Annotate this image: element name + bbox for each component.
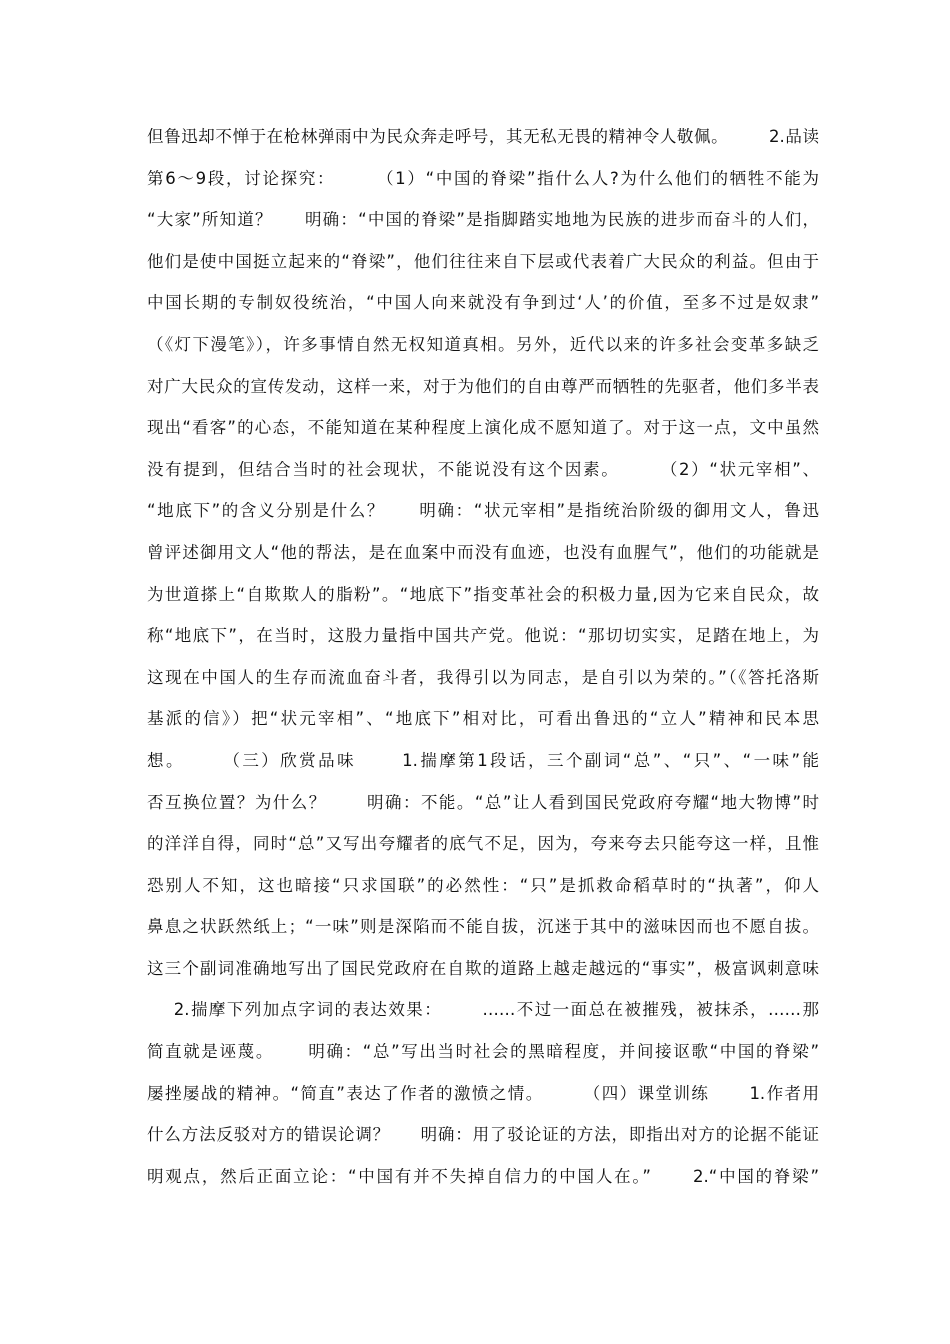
- text-line-21: 这三个副词准确地写出了国民党政府在自欺的道路上越走越远的“事实”，极富讽刺意味: [147, 958, 819, 978]
- text-line-8: 现出“看客”的心态，不能知道在某种程度上演化成不愿知道了。对于这一点，文中虽然: [147, 418, 819, 438]
- text-line-3: “大家”所知道？ 明确：“中国的脊梁”是指脚踏实地地为民族的进步而奋斗的人们，: [147, 210, 819, 230]
- text-line-2: 第6～9段，讨论探究： （1）“中国的脊梁”指什么人?为什么他们的牺牲不能为: [147, 168, 819, 188]
- text-line-24: 屡挫屡战的精神。“简直”表达了作者的激愤之情。 （四）课堂训练 1.作者用: [147, 1083, 819, 1103]
- text-line-10: “地底下”的含义分别是什么？ 明确：“状元宰相”是指统治阶级的御用文人，鲁迅: [147, 501, 819, 521]
- text-line-14: 这现在中国人的生存而流血奋斗者，我得引以为同志，是自引以为荣的。”（《答托洛斯: [147, 667, 819, 687]
- text-line-20: 鼻息之状跃然纸上；“一味”则是深陷而不能自拔，沉迷于其中的滋味因而也不愿自拔。: [147, 917, 819, 937]
- text-line-25: 什么方法反驳对方的错误论调？ 明确：用了驳论证的方法，即指出对方的论据不能证: [147, 1125, 819, 1145]
- text-line-13: 称“地底下”，在当时，这股力量指中国共产党。他说：“那切切实实，足踏在地上，为: [147, 626, 819, 646]
- text-line-23: 简直就是诬蔑。 明确：“总”写出当时社会的黑暗程度，并间接讴歌“中国的脊梁”: [147, 1042, 819, 1062]
- text-line-6: （《灯下漫笔》），许多事情自然无权知道真相。另外，近代以来的许多社会变革多缺乏: [147, 334, 819, 354]
- text-line-22: 2.揣摩下列加点字词的表达效果： ……不过一面总在被摧残，被抹杀，……那: [147, 1000, 819, 1020]
- body-text: [147, 116, 819, 1197]
- text-line-9: 没有提到，但结合当时的社会现状，不能说没有这个因素。 （2）“状元宰相”、: [147, 459, 819, 479]
- text-line-26: 明观点，然后正面立论：“中国有并不失掉自信力的中国人在。” 2.“中国的脊梁”: [147, 1166, 819, 1186]
- text-line-18: 的洋洋自得，同时“总”又写出夸耀者的底气不足，因为，夸来夸去只能夸这一样，且惟: [147, 834, 819, 854]
- text-line-11: 曾评述御用文人“他的帮法，是在血案中而没有血迹，也没有血腥气”，他们的功能就是: [147, 542, 819, 562]
- text-line-1: 但鲁迅却不惮于在枪林弹雨中为民众奔走呼号，其无私无畏的精神令人敬佩。 2.品读: [147, 127, 819, 146]
- text-line-15: 基派的信》）把“状元宰相”、“地底下”相对比，可看出鲁迅的“立人”精神和民本思: [147, 709, 819, 729]
- text-line-12: 为世道搽上“自欺欺人的脂粉”。“地底下”指变革社会的积极力量,因为它来自民众，故: [147, 584, 819, 604]
- text-line-19: 恐别人不知，这也暗接“只求国联”的必然性：“只”是抓救命稻草时的“执著”，仰人: [147, 875, 819, 895]
- text-line-5: 中国长期的专制奴役统治，“中国人向来就没有争到过‘人’的价值，至多不过是奴隶”: [147, 293, 819, 313]
- text-line-7: 对广大民众的宣传发动，这样一来，对于为他们的自由尊严而牺牲的先驱者，他们多半表: [147, 376, 819, 396]
- text-line-17: 否互换位置？为什么？ 明确：不能。“总”让人看到国民党政府夸耀“地大物博”时: [147, 792, 819, 812]
- text-line-4: 他们是使中国挺立起来的“脊梁”，他们往往来自下层或代表着广大民众的利益。但由于: [147, 251, 819, 271]
- text-line-16: 想。 （三）欣赏品味 1.揣摩第1段话，三个副词“总”、“只”、“一味”能: [147, 750, 819, 770]
